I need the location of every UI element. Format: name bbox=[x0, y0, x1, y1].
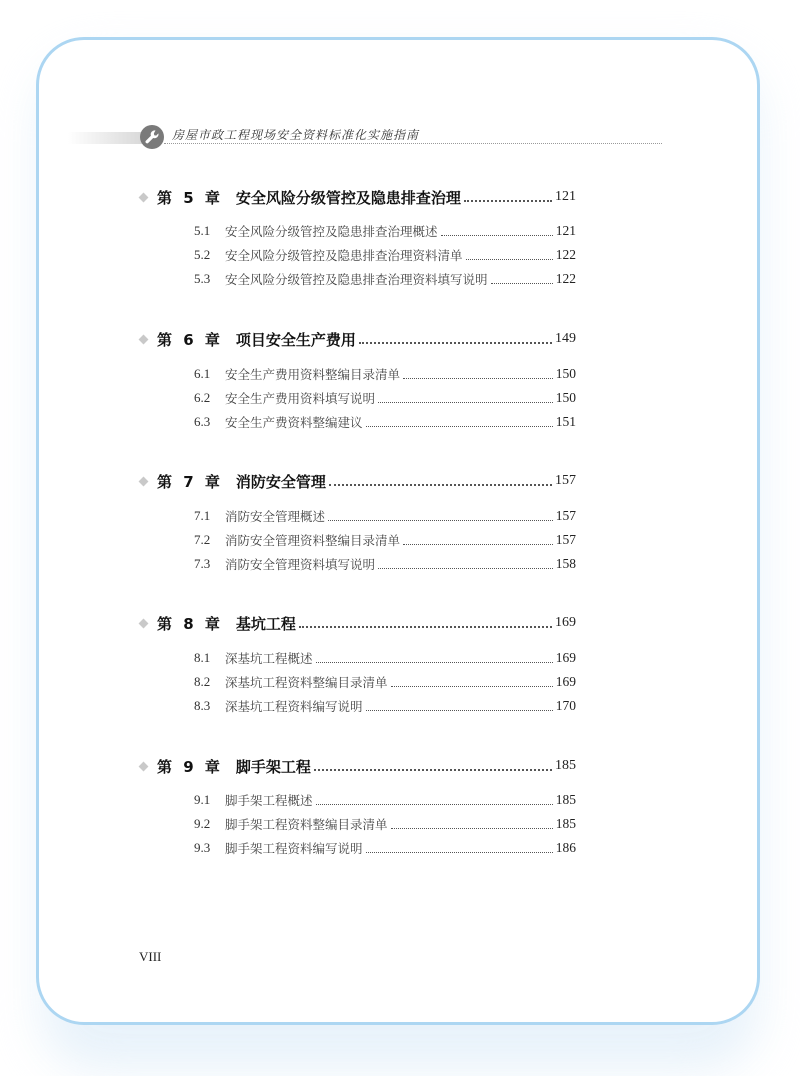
section-number: 7.1 bbox=[194, 508, 211, 523]
toc-chapter-9[interactable] bbox=[140, 755, 576, 777]
section-number: 9.2 bbox=[194, 816, 211, 831]
chapter-label: 第 5 章 bbox=[157, 188, 220, 207]
toc-section-8-3[interactable] bbox=[194, 696, 576, 716]
page-number: 158 bbox=[555, 556, 576, 571]
dot-leader bbox=[299, 625, 552, 628]
diamond-bullet-icon bbox=[139, 476, 149, 486]
section-number: 5.3 bbox=[194, 271, 211, 286]
wrench-icon bbox=[140, 125, 164, 149]
page-number: 169 bbox=[555, 615, 576, 630]
toc-section-9-1[interactable] bbox=[194, 790, 576, 810]
dot-leader bbox=[391, 685, 553, 687]
diamond-bullet-icon bbox=[139, 192, 149, 202]
section-number: 9.3 bbox=[194, 840, 211, 855]
chapter-title: 安全风险分级管控及隐患排查治理 bbox=[235, 188, 461, 207]
toc-section-6-3[interactable] bbox=[194, 412, 576, 432]
toc-section-9-3[interactable] bbox=[194, 838, 576, 858]
toc-chapter-5[interactable] bbox=[140, 186, 576, 208]
chapter-label: 第 6 章 bbox=[157, 330, 220, 349]
dot-leader bbox=[464, 199, 552, 202]
chapter-title: 脚手架工程 bbox=[235, 757, 311, 776]
toc-chapter-7[interactable] bbox=[140, 470, 576, 492]
page-number: 122 bbox=[555, 271, 576, 286]
page-number: 122 bbox=[555, 247, 576, 262]
chapter-title: 基坑工程 bbox=[235, 614, 296, 633]
diamond-bullet-icon bbox=[139, 618, 149, 628]
dot-leader bbox=[366, 851, 553, 853]
section-title: 安全风险分级管控及隐患排查治理资料清单 bbox=[225, 248, 463, 263]
section-title: 安全风险分级管控及隐患排查治理概述 bbox=[225, 224, 438, 239]
page-number: 151 bbox=[555, 414, 576, 429]
running-head-dotted-rule bbox=[164, 143, 662, 144]
page-number: 150 bbox=[555, 390, 576, 405]
page-number: 185 bbox=[555, 792, 576, 807]
toc-section-5-2[interactable] bbox=[194, 245, 576, 265]
section-title: 深基坑工程概述 bbox=[225, 651, 313, 666]
section-title: 深基坑工程资料整编目录清单 bbox=[225, 675, 388, 690]
section-title: 安全生产费用资料整编目录清单 bbox=[225, 367, 401, 382]
dot-leader bbox=[378, 567, 553, 569]
dot-leader bbox=[378, 401, 553, 403]
section-number: 5.2 bbox=[194, 247, 211, 262]
toc-section-7-1[interactable] bbox=[194, 506, 576, 526]
toc-section-8-2[interactable] bbox=[194, 672, 576, 692]
section-title: 脚手架工程资料整编目录清单 bbox=[225, 817, 388, 832]
page-number: 121 bbox=[555, 223, 576, 238]
section-title: 消防安全管理概述 bbox=[225, 509, 326, 524]
toc-section-5-3[interactable] bbox=[194, 269, 576, 289]
diamond-bullet-icon bbox=[139, 761, 149, 771]
page-number: 185 bbox=[555, 758, 576, 773]
section-number: 8.2 bbox=[194, 674, 211, 689]
section-number: 6.2 bbox=[194, 390, 211, 405]
section-title: 深基坑工程资料编写说明 bbox=[225, 699, 363, 714]
dot-leader bbox=[359, 341, 552, 344]
section-number: 6.1 bbox=[194, 366, 211, 381]
section-title: 消防安全管理资料整编目录清单 bbox=[225, 533, 401, 548]
section-title: 消防安全管理资料填写说明 bbox=[225, 557, 376, 572]
section-title: 安全生产费用资料填写说明 bbox=[225, 391, 376, 406]
section-number: 7.2 bbox=[194, 532, 211, 547]
section-number: 9.1 bbox=[194, 792, 211, 807]
page-number: 169 bbox=[555, 674, 576, 689]
running-head-gradient-bar bbox=[68, 132, 148, 144]
book-title: 房屋市政工程现场安全资料标准化实施指南 bbox=[172, 128, 420, 142]
toc-section-8-1[interactable] bbox=[194, 648, 576, 668]
section-number: 7.3 bbox=[194, 556, 211, 571]
toc-section-9-2[interactable] bbox=[194, 814, 576, 834]
toc-section-7-3[interactable] bbox=[194, 554, 576, 574]
section-title: 安全生产费资料整编建议 bbox=[225, 415, 363, 430]
dot-leader bbox=[328, 519, 553, 521]
toc-section-7-2[interactable] bbox=[194, 530, 576, 550]
dot-leader bbox=[314, 768, 552, 771]
running-head bbox=[68, 124, 668, 154]
page-number: 121 bbox=[555, 189, 576, 204]
toc-section-6-1[interactable] bbox=[194, 364, 576, 384]
chapter-label: 第 8 章 bbox=[157, 614, 220, 633]
dot-leader bbox=[366, 709, 553, 711]
page-number: 185 bbox=[555, 816, 576, 831]
dot-leader bbox=[316, 803, 553, 805]
page-number: 169 bbox=[555, 650, 576, 665]
section-title: 安全风险分级管控及隐患排查治理资料填写说明 bbox=[225, 272, 488, 287]
page-number: 157 bbox=[555, 508, 576, 523]
page-number: 170 bbox=[555, 698, 576, 713]
section-number: 6.3 bbox=[194, 414, 211, 429]
dot-leader bbox=[366, 425, 553, 427]
dot-leader bbox=[391, 827, 553, 829]
toc-chapter-6[interactable] bbox=[140, 328, 576, 350]
dot-leader bbox=[329, 483, 552, 486]
toc-chapter-8[interactable] bbox=[140, 612, 576, 634]
dot-leader bbox=[403, 377, 553, 379]
section-title: 脚手架工程资料编写说明 bbox=[225, 841, 363, 856]
section-title: 脚手架工程概述 bbox=[225, 793, 313, 808]
dot-leader bbox=[316, 661, 553, 663]
page-folio: VIII bbox=[139, 949, 162, 964]
page-number: 150 bbox=[555, 366, 576, 381]
section-number: 8.1 bbox=[194, 650, 211, 665]
dot-leader bbox=[491, 282, 553, 284]
dot-leader bbox=[466, 258, 553, 260]
page-number: 186 bbox=[555, 840, 576, 855]
section-number: 5.1 bbox=[194, 223, 211, 238]
toc-section-5-1[interactable] bbox=[194, 221, 576, 241]
dot-leader bbox=[441, 234, 553, 236]
chapter-title: 消防安全管理 bbox=[235, 472, 326, 491]
diamond-bullet-icon bbox=[139, 334, 149, 344]
section-number: 8.3 bbox=[194, 698, 211, 713]
page-number: 157 bbox=[555, 473, 576, 488]
chapter-title: 项目安全生产费用 bbox=[235, 330, 356, 349]
page-number: 149 bbox=[555, 331, 576, 346]
toc-section-6-2[interactable] bbox=[194, 388, 576, 408]
chapter-label: 第 7 章 bbox=[157, 472, 220, 491]
page-number: 157 bbox=[555, 532, 576, 547]
dot-leader bbox=[403, 543, 553, 545]
chapter-label: 第 9 章 bbox=[157, 757, 220, 776]
